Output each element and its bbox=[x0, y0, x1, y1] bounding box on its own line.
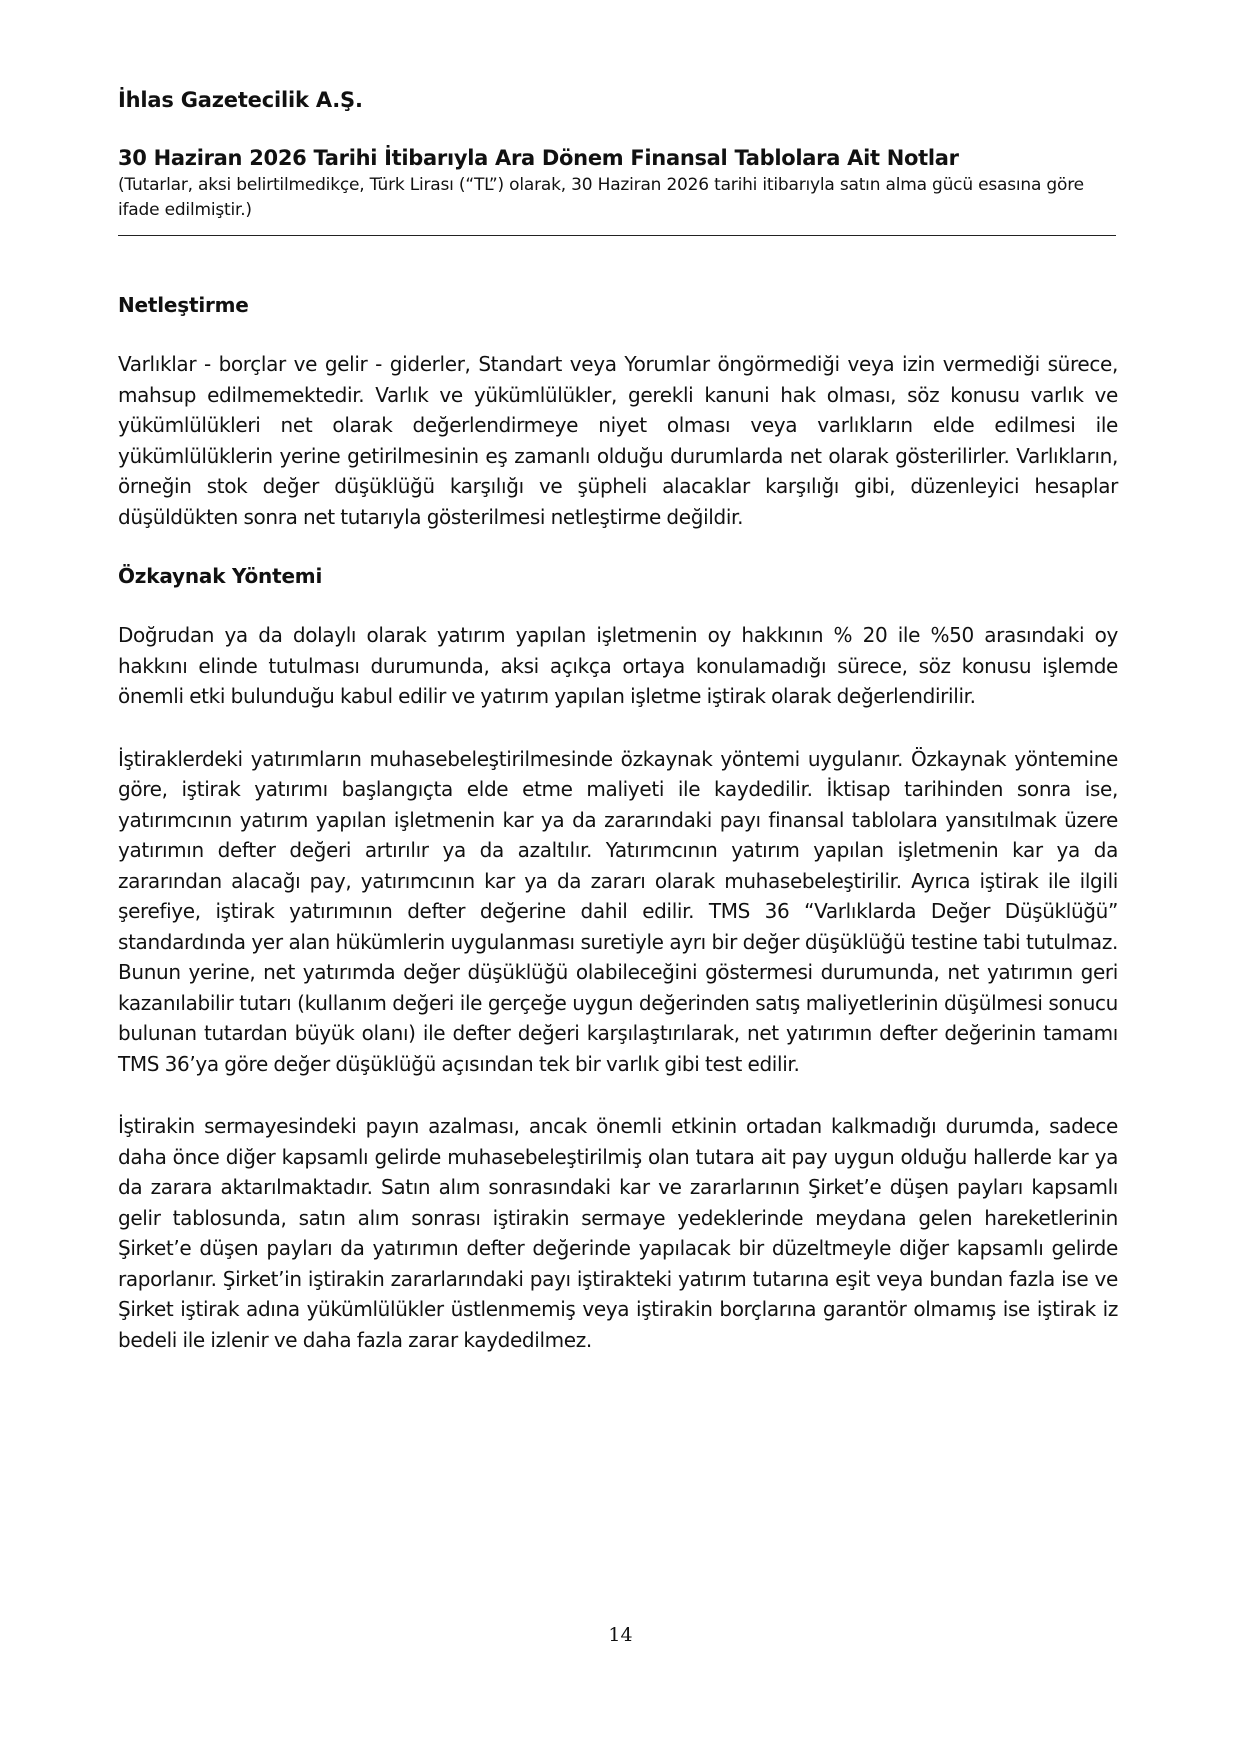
document-subtitle: (Tutarlar, aksi belirtilmedikçe, Türk Lirası (“TL”) olarak, 30 Haziran 2026 tarihi itibarıyla satın alma gücü esasına göre ifade edilmiştir.) bbox=[118, 175, 1084, 220]
paragraph: İştirakin sermayesindeki payın azalması, ancak önemli etkinin ortadan kalkmadığı durumda, sadece daha önce diğer kapsamlı gelirde muhasebeleştirilmiş olan tutara ait pay uygun olduğu hallerde kar ya da zarara aktarılmaktadır. Satın alım sonrasındaki kar ve zararlarının Şirket’e düşen payları kapsamlı gelir tablosunda, satın alım sonrası iştirakin sermaye yedeklerinde meydana gelen hareketlerinin Şirket’e düşen payları da yatırımın defter değerinde yapılacak bir düzeltmeyle diğer kapsamlı gelirde raporlanır. Şirket’in iştirakin zararlarındaki payı iştirakteki yatırım tutarına eşit veya bundan fazla ise ve Şirket iştirak adına yükümlülükler üstlenmemiş veya iştirakin borçlarına garantör olmamış ise iştirak iz bedeli ile izlenir ve daha fazla zarar kaydedilmez. bbox=[118, 1114, 1118, 1352]
paragraph: Doğrudan ya da dolaylı olarak yatırım yapılan işletmenin oy hakkının % 20 ile %50 arasındaki oy hakkını elinde tutulması durumunda, aksi açıkça ortaya konulamadığı sürece, söz konusu işlemde önemli etki bulunduğu kabul edilir ve yatırım yapılan işletme iştirak olarak değerlendirilir. bbox=[118, 623, 1118, 708]
paragraph: İştiraklerdeki yatırımların muhasebeleştirilmesinde özkaynak yöntemi uygulanır. Özkaynak yöntemine göre, iştirak yatırımı başlangıçta elde etme maliyeti ile kaydedilir. İktisap tarihinden sonra ise, yatırımcının yatırım yapılan işletmenin kar ya da zararındaki payı finansal tablolara yansıtılmak üzere yatırımın defter değeri artırılır ya da azaltılır. Yatırımcının yatırım yapılan işletmenin kar ya da zararından alacağı pay, yatırımcının kar ya da zararı olarak muhasebeleştirilir. Ayrıca iştirak ile ilgili şerefiye, iştirak yatırımının defter değerine dahil edilir. TMS 36 “Varlıklarda Değer Düşüklüğü” standardında yer alan hükümlerin uygulanması suretiyle ayrı bir değer düşüklüğü testine tabi tutulmaz. Bunun yerine, net yatırımda değer düşüklüğü olabileceğini göstermesi durumunda, net yatırımın geri kazanılabilir tutarı (kullanım değeri ile gerçeğe uygun değerinden satış maliyetlerinin düşülmesi sonucu bulunan tutardan büyük olanı) ile defter değeri karşılaştırılarak, net yatırımın defter değerinin tamamı TMS 36’ya göre değer düşüklüğü açısından tek bir varlık gibi test edilir. bbox=[118, 746, 1118, 1076]
page-number: 14 bbox=[608, 1624, 633, 1646]
header-divider bbox=[118, 235, 1116, 236]
page-content bbox=[118, 293, 1118, 1355]
company-name: İhlas Gazetecilik A.Ş. bbox=[118, 88, 363, 112]
section-heading-netlestirme: Netleştirme bbox=[118, 293, 249, 317]
paragraph: Varlıklar - borçlar ve gelir - giderler, Standart veya Yorumlar öngörmediği veya izin vermediği sürece, mahsup edilmemektedir. Varlık ve yükümlülükler, gerekli kanuni hak olması, söz konusu varlık ve yükümlülükleri net olarak değerlendirmeye niyet olması veya varlıkların elde edilmesi ile yükümlülüklerin yerine getirilmesinin eş zamanlı olduğu durumlarda net olarak gösterilirler. Varlıkların, örneğin stok değer düşüklüğü karşılığı ve şüpheli alacaklar karşılığı gibi, düzenleyici hesaplar düşüldükten sonra net tutarıyla gösterilmesi netleştirme değildir. bbox=[118, 352, 1118, 529]
page-header bbox=[118, 88, 1118, 223]
section-heading-ozkaynak-yontemi: Özkaynak Yöntemi bbox=[118, 564, 323, 588]
document-title: 30 Haziran 2026 Tarihi İtibarıyla Ara Dönem Finansal Tablolara Ait Notlar bbox=[118, 146, 959, 170]
